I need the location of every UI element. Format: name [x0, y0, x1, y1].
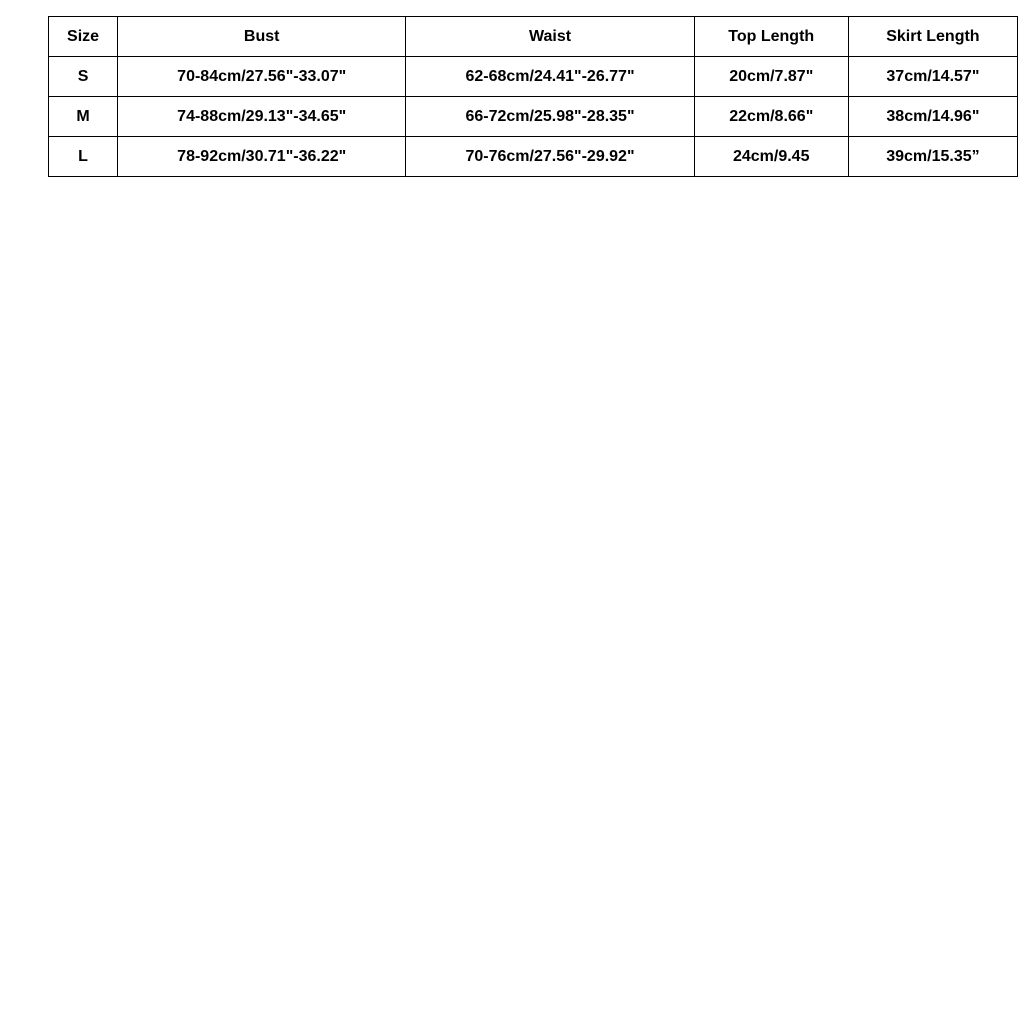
top-length-cell: 22cm/8.66" [694, 97, 848, 137]
table-row [49, 137, 1018, 177]
skirt-length-cell: 37cm/14.57" [848, 57, 1017, 97]
size-cell: L [49, 137, 118, 177]
header-bust: Bust [118, 17, 406, 57]
bust-cell: 74-88cm/29.13"-34.65" [118, 97, 406, 137]
top-length-cell: 20cm/7.87" [694, 57, 848, 97]
waist-cell: 66-72cm/25.98"-28.35" [406, 97, 694, 137]
size-chart-table [48, 16, 1018, 177]
size-cell: S [49, 57, 118, 97]
header-skirt-length: Skirt Length [848, 17, 1017, 57]
waist-cell: 62-68cm/24.41"-26.77" [406, 57, 694, 97]
waist-cell: 70-76cm/27.56"-29.92" [406, 137, 694, 177]
table-row [49, 57, 1018, 97]
size-cell: M [49, 97, 118, 137]
skirt-length-cell: 38cm/14.96" [848, 97, 1017, 137]
bust-cell: 78-92cm/30.71"-36.22" [118, 137, 406, 177]
header-size: Size [49, 17, 118, 57]
table-row [49, 97, 1018, 137]
header-top-length: Top Length [694, 17, 848, 57]
skirt-length-cell: 39cm/15.35” [848, 137, 1017, 177]
header-waist: Waist [406, 17, 694, 57]
top-length-cell: 24cm/9.45 [694, 137, 848, 177]
header-row [49, 17, 1018, 57]
bust-cell: 70-84cm/27.56"-33.07" [118, 57, 406, 97]
